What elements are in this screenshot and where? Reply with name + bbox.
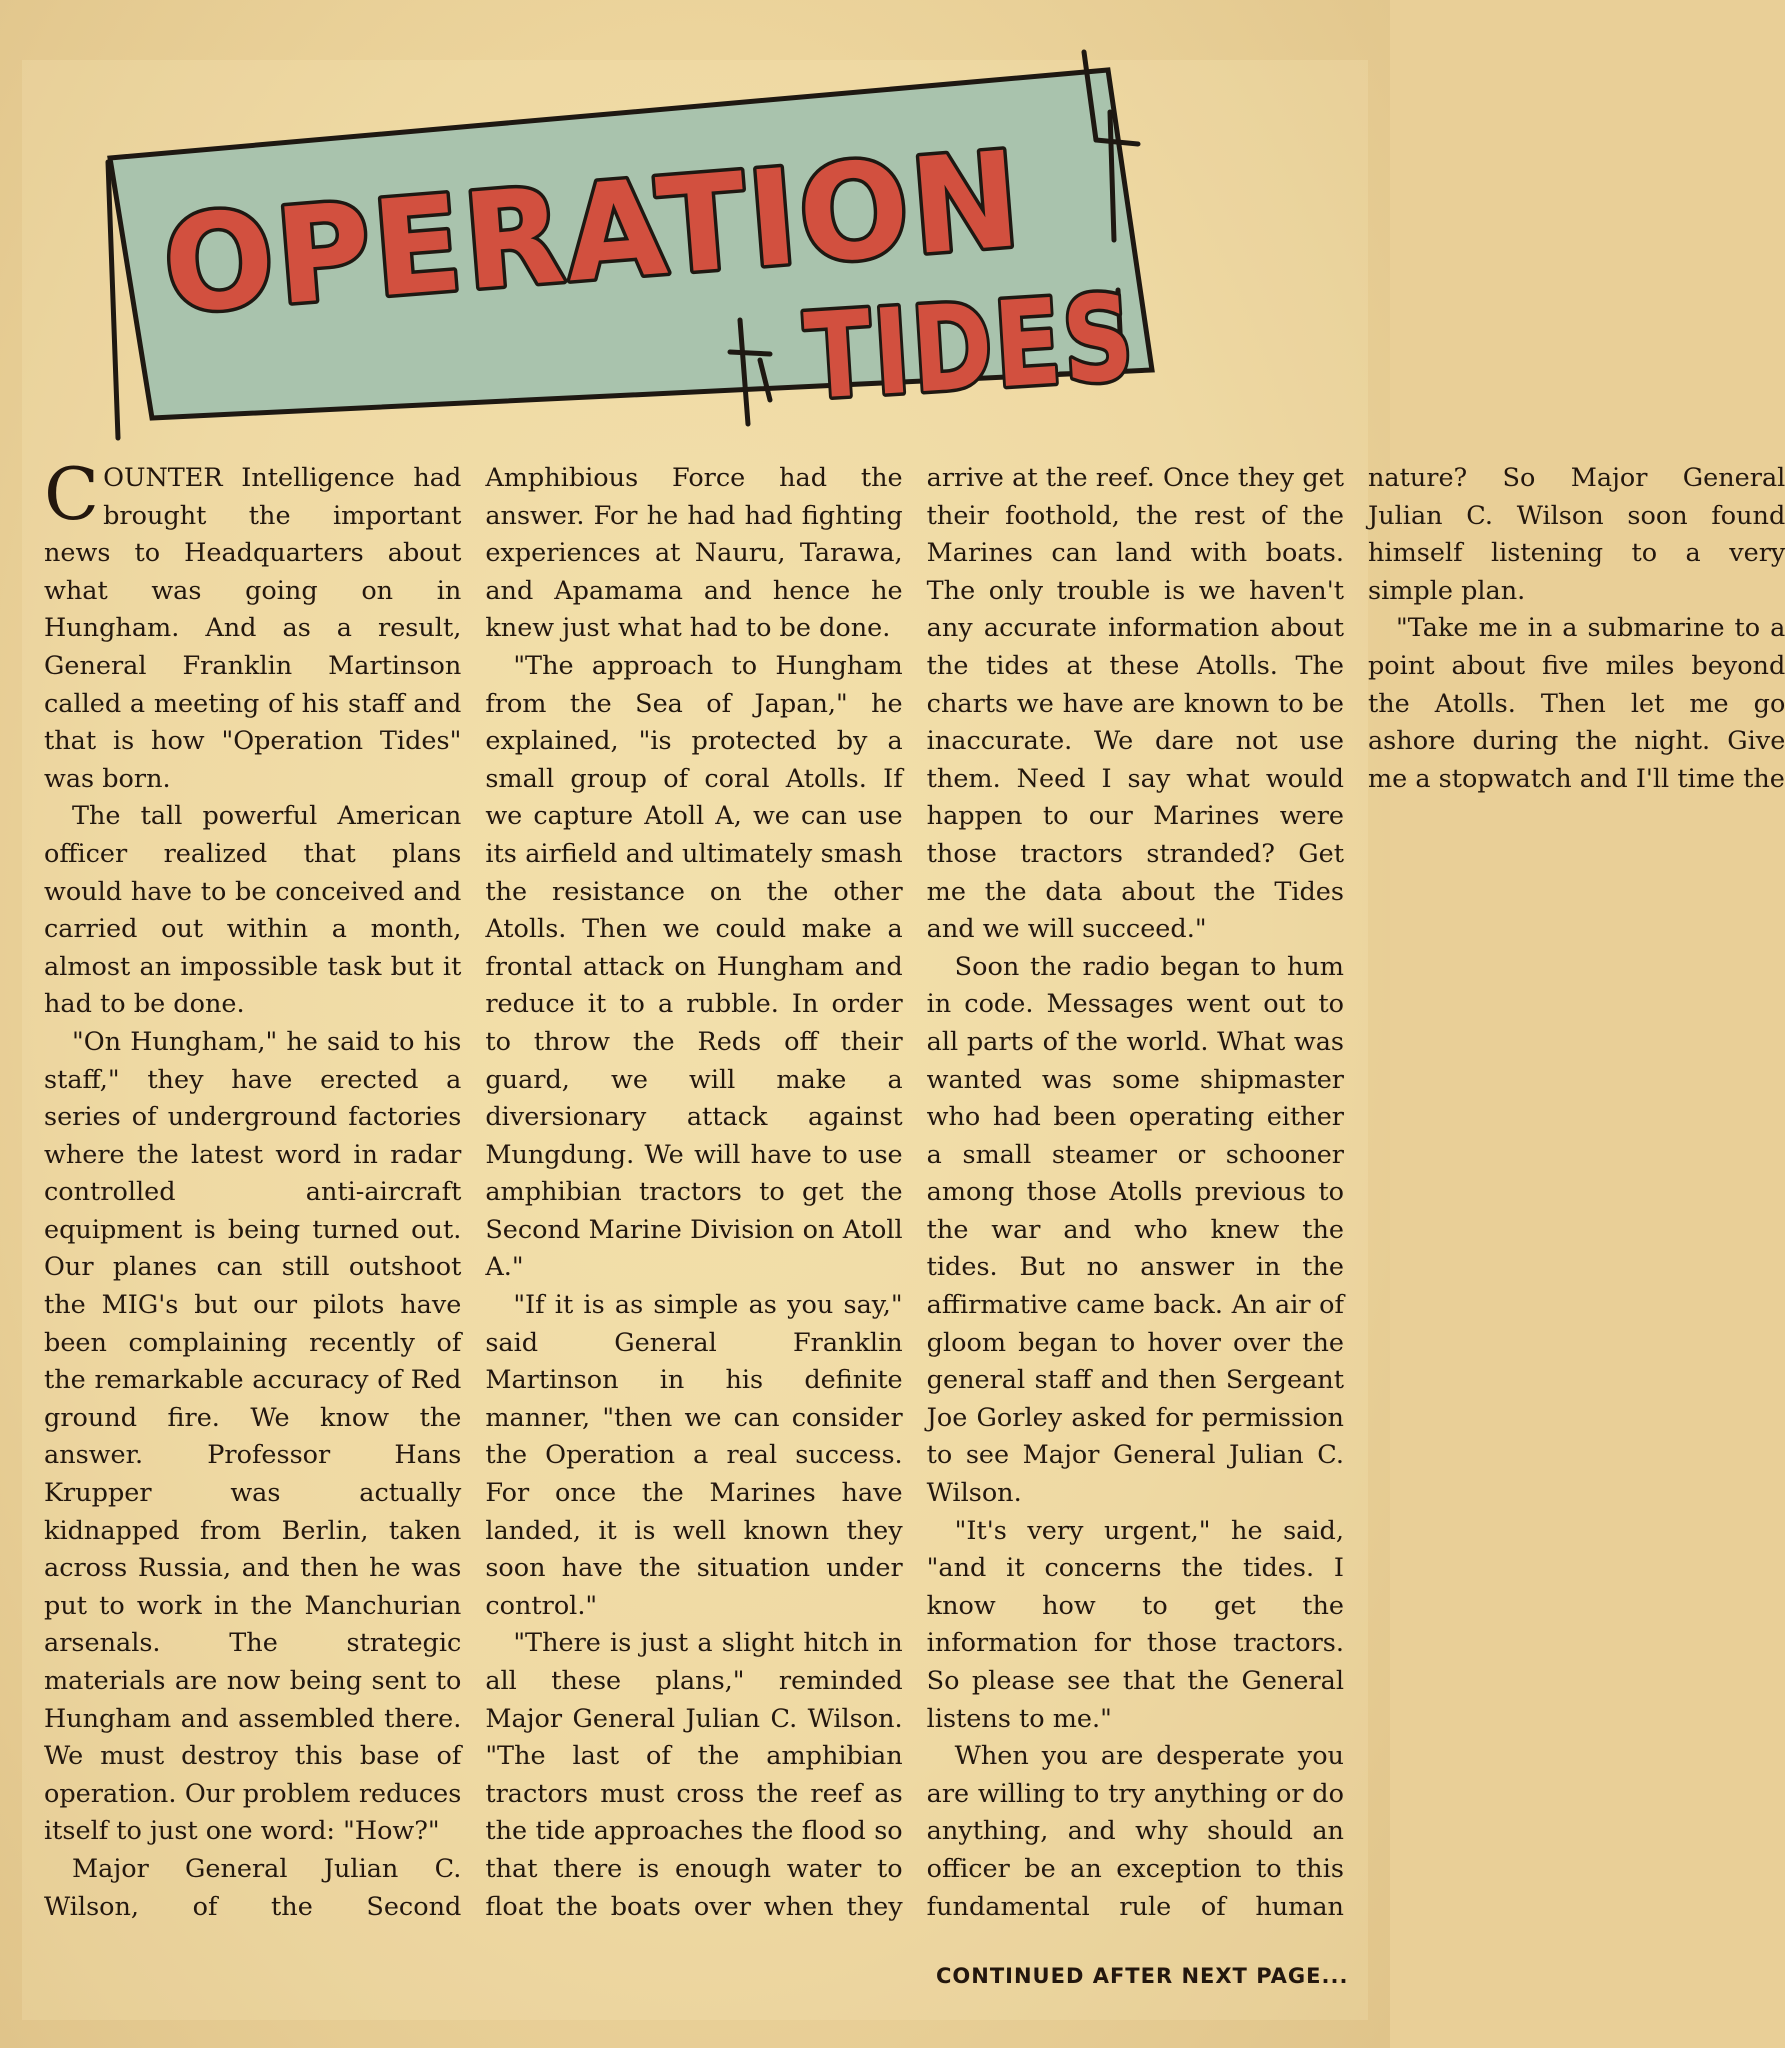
title-line-2: TIDES — [801, 263, 1212, 426]
story-paragraph: When you are desperate you are willing to try anything or do anything, and why should an officer be an exception to this fundamental rule of human nature? So Major General Julian C. Wilson soon found himself listening to a very simple plan. — [926, 463, 1785, 1922]
title-line-1: OPERATION — [158, 121, 1050, 344]
story-paragraph: "There is just a slight hitch in all these plans," reminded Major General Julian C. Wilson. "The last of the amphibian tractors must cross the reef as the tide approaches the flood so that there is enough water to float the boats over when they arrive at the reef. Once they get their foothold, the rest of the Marines can land with boats. The only trouble is we haven't any accurate information about the tides at these Atolls. The charts we have are known to be inaccurate. We dare not use them. Need I say what would happen to our Marines were those tractors stranded? Get me the data about the Tides and we will succeed." — [485, 463, 1344, 1922]
story-paragraph: Soon the radio began to hum in code. Messages went out to all parts of the world. What was wanted was some shipmaster who had been operating either a small steamer or schooner among those Atolls previous to the war and who knew the tides. But no answer in the affirmative came back. An air of gloom began to hover over the general staff and then Sergeant Joe Gorley asked for permission to see Major General Julian C. Wilson. — [926, 951, 1344, 1509]
story-paragraph: The tall powerful American officer realized that plans would have to be conceived and carried out within a month, almost an impossible task but it had to be done. — [44, 801, 462, 1020]
story-paragraph: Major General Julian C. Wilson, of the Second Amphibious Force had the answer. For he had had fighting experiences at Nauru, Tarawa, and Apamama and hence he knew just what had to be done. — [44, 463, 903, 1922]
story-paragraph: COUNTER Intelligence had brought the important news to Headquarters about what was going on in Hungham. And as a result, General Franklin Martinson called a meeting of his staff and that is how "Operation Tides" was born. — [44, 452, 462, 794]
story-paragraph: "If it is as simple as you say," said General Franklin Martinson in his definite manner, "then we can consider the Operation a real success. For once the Marines have landed, it is well known they soon have the situation under control." — [485, 1290, 903, 1621]
continued-footer: CONTINUED AFTER NEXT PAGE... — [936, 1964, 1349, 1988]
story-paragraph: "On Hungham," he said to his staff," they have erected a series of underground factories where the latest word in radar controlled anti-aircraft equipment is being turned out. Our planes can still outshoot the MIG's but our pilots have been complaining recently of the remarkable accuracy of Red ground fire. We know the answer. Professor Hans Krupper was actually kidnapped from Berlin, taken across Russia, and then he was put to work in the Manchurian arsenals. The strategic materials are now being sent to Hungham and assembled there. We must destroy this base of operation. Our problem reduces itself to just one word: "How?" — [44, 1026, 462, 1847]
story-columns — [44, 452, 1785, 1960]
story-paragraph: "It's very urgent," he said, "and it concerns the tides. I know how to get the information for those tractors. So please see that the General listens to me." — [926, 1515, 1344, 1734]
story-paragraph: "The approach to Hungham from the Sea of Japan," he explained, "is protected by a small group of coral Atolls. If we capture Atoll A, we can use its airfield and ultimately smash the resistance on the other Atolls. Then we could make a frontal attack on Hungham and reduce it to a rubble. In order to throw the Reds off their guard, we will make a diversionary attack against Mungdung. We will have to use amphibian tractors to get the Second Marine Division on Atoll A." — [485, 650, 903, 1283]
drop-cap: C — [44, 452, 100, 536]
story-paragraph: "Take me in a submarine to a point about five miles beyond the Atolls. Then let me go ashore during the night. Give me a stopwatch and I'll time the — [1367, 613, 1785, 794]
title-banner — [0, 0, 1390, 460]
